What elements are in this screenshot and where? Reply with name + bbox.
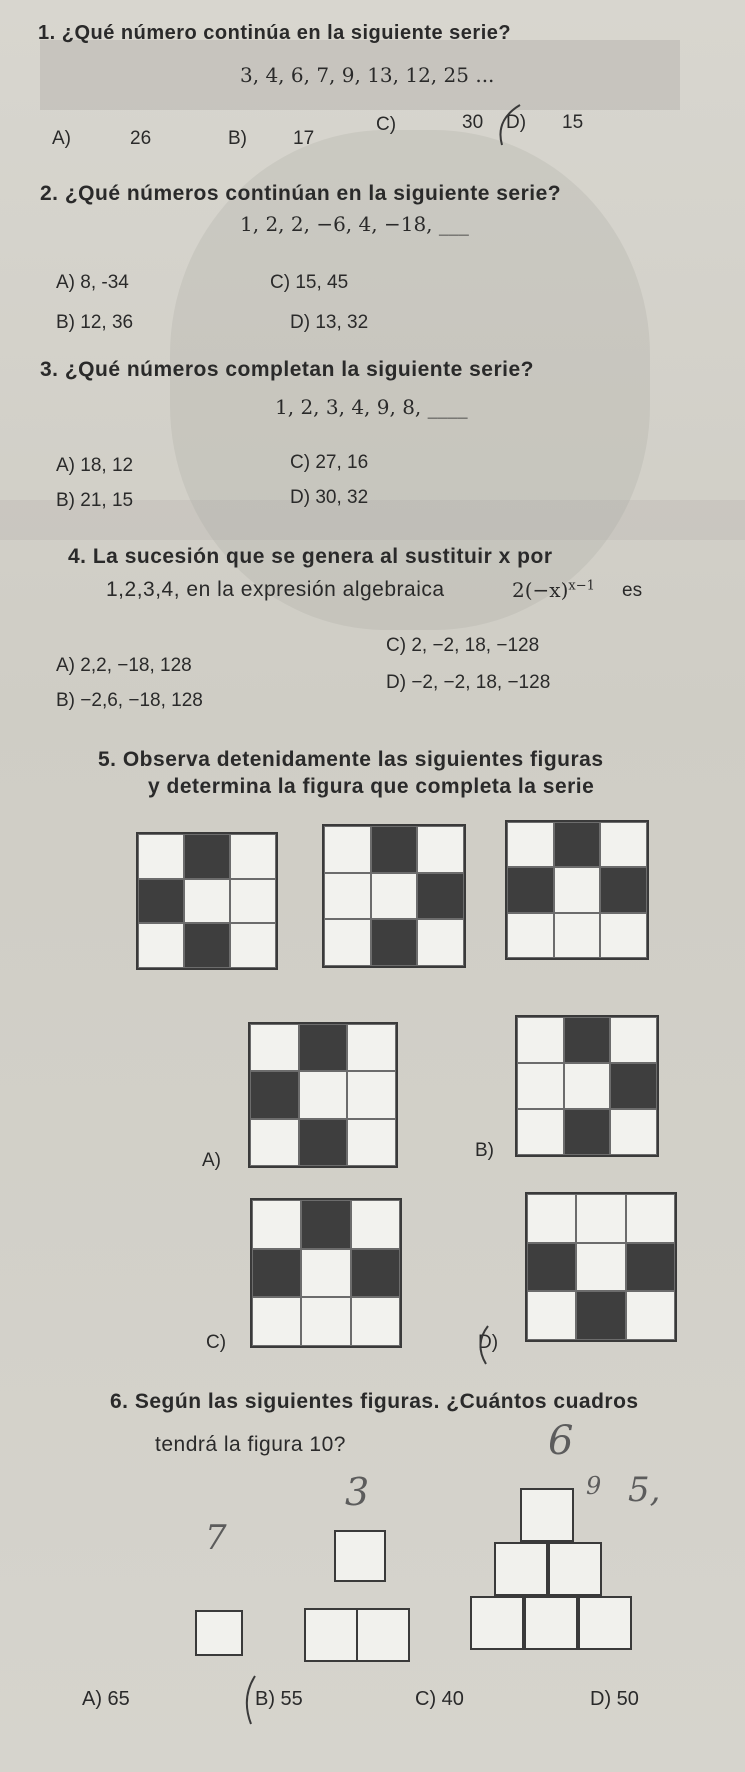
q4-es: es (622, 580, 643, 601)
q1-option-a-value: 26 (130, 128, 152, 149)
series-figure-2 (322, 824, 466, 968)
q5-line1: 5. Observa detenidamente las siguientes figuras (98, 748, 604, 771)
q4-expression (512, 578, 595, 602)
handwritten-note-7: 7 (205, 1518, 227, 1558)
q1-option-c-label: C) (376, 114, 397, 135)
figure-3-row3-square-2 (524, 1596, 578, 1650)
figure-1-square (195, 1610, 243, 1656)
option-a-label: A) (202, 1150, 221, 1171)
q6-option-d: D) 50 (590, 1688, 639, 1710)
q2-series: 1, 2, 2, −6, 4, −18, ___ (240, 212, 469, 236)
q1-series: 3, 4, 6, 7, 9, 13, 12, 25 ... (240, 63, 495, 87)
q5-line2: y determina la figura que completa la serie (148, 775, 595, 798)
q6-option-b: B) 55 (255, 1688, 303, 1710)
figure-3-row2-square-1 (494, 1542, 548, 1596)
q2-option-d: D) 13, 32 (290, 312, 369, 333)
q4-option-c: C) 2, −2, 18, −128 (386, 635, 540, 656)
q6-option-a: A) 65 (82, 1688, 130, 1710)
figure-3-row3-square-1 (470, 1596, 524, 1650)
answer-mark-q6 (235, 1672, 269, 1728)
q3-series: 1, 2, 3, 4, 9, 8, ____ (275, 395, 468, 419)
q1-option-c-value: 30 (462, 112, 484, 133)
q3-option-b: B) 21, 15 (56, 490, 134, 511)
q6-line2: tendrá la figura 10? (155, 1433, 346, 1456)
q2-option-a: A) 8, -34 (56, 272, 129, 293)
q4-option-b: B) −2,6, −18, 128 (56, 690, 203, 711)
option-d-label: D) (478, 1332, 499, 1353)
q4-option-a: A) 2,2, −18, 128 (56, 655, 192, 676)
option-a-figure (248, 1022, 398, 1168)
q4-expression-base: 2(−x) (512, 578, 569, 602)
q1-title: 1. ¿Qué número continúa en la siguiente serie? (38, 22, 512, 44)
answer-mark-q5 (470, 1322, 500, 1368)
figure-3-row1-square (520, 1488, 574, 1542)
figure-2-bottom-right-square (356, 1608, 410, 1662)
q2-option-c: C) 15, 45 (270, 272, 349, 293)
option-b-figure (515, 1015, 659, 1157)
q2-option-b: B) 12, 36 (56, 312, 134, 333)
option-b-label: B) (475, 1140, 494, 1161)
q4-line2: 1,2,3,4, en la expresión algebraica (106, 578, 445, 601)
q3-title: 3. ¿Qué números completan la siguiente serie? (40, 358, 534, 381)
q1-option-b-label: B) (228, 128, 247, 149)
q3-option-d: D) 30, 32 (290, 487, 369, 508)
figure-2-bottom-left-square (304, 1608, 358, 1662)
series-figure-1 (136, 832, 278, 970)
figure-2-top-square (334, 1530, 386, 1582)
q3-option-a: A) 18, 12 (56, 455, 134, 476)
q4-line1: 4. La sucesión que se genera al sustituir x por (68, 545, 553, 568)
q1-option-b-value: 17 (293, 128, 315, 149)
handwritten-note-3: 3 (345, 1470, 370, 1514)
option-d-figure (525, 1192, 677, 1342)
q1-option-d-value: 15 (562, 112, 584, 133)
series-figure-3 (505, 820, 649, 960)
option-c-figure (250, 1198, 402, 1348)
option-c-label: C) (206, 1332, 227, 1353)
q1-option-a-label: A) (52, 128, 71, 149)
handwritten-note-9: 9 (586, 1472, 602, 1500)
q6-option-c: C) 40 (415, 1688, 464, 1710)
q4-expression-exponent: x−1 (568, 578, 595, 594)
q3-option-c: C) 27, 16 (290, 452, 369, 473)
q6-line1: 6. Según las siguientes figuras. ¿Cuántos cuadros (110, 1390, 639, 1413)
figure-3-row2-square-2 (548, 1542, 602, 1596)
figure-3-row3-square-3 (578, 1596, 632, 1650)
handwritten-note-6: 6 (548, 1418, 574, 1464)
answer-mark-q1 (490, 100, 530, 150)
q1-option-d-label: D) (506, 112, 527, 133)
q2-title: 2. ¿Qué números continúan en la siguiente serie? (40, 182, 562, 205)
handwritten-note-5: 5, (628, 1470, 661, 1510)
q4-option-d: D) −2, −2, 18, −128 (386, 672, 551, 693)
